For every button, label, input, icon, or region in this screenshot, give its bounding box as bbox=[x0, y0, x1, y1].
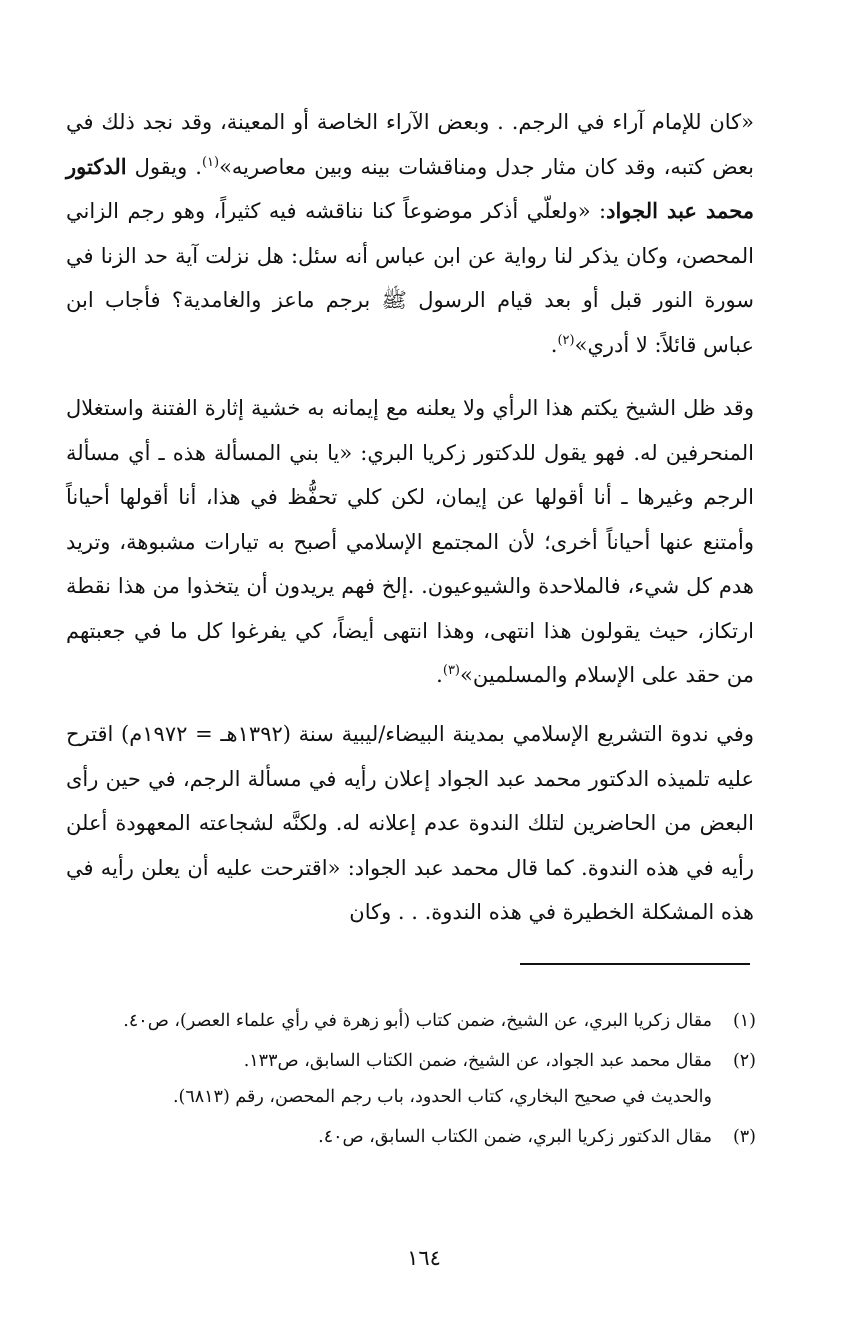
footnote-line: مقال زكريا البري، عن الشيخ، ضمن كتاب (أبو زهرة في رأي علماء العصر)، ص٤٠. bbox=[123, 1011, 712, 1031]
paragraph-2-text: وقد ظل الشيخ يكتم هذا الرأي ولا يعلنه مع إيمانه به خشية إثارة الفتنة واستغلال المنحرفين له. فهو يقول للدكتور زكريا البري: «يا بني المسألة هذه ـ أي مسألة الرجم وغيرها ـ أنا أقولها عن إيمان، لكن كلي تحفُّظ في هذا، أنا أقولها أحياناً وأمتنع عنها أحياناً أخرى؛ لأن المجتمع الإسلامي أصبح به تيارات مشبوهة، وتريد هدم كل شيء، فالملاحدة والشيوعيون. .إلخ فهم يريدون أن يتخذوا من هذا نقطة ارتكاز، حيث يقولون هذا انتهى، وهذا انتهى أيضاً، كي يفرغوا كل ما في جعبتهم من حقد على الإسلام والمسلمين» bbox=[66, 396, 754, 687]
footnotes bbox=[66, 1003, 756, 1159]
footnote-number: (٢) bbox=[732, 1051, 756, 1071]
footnote-line: والحديث في صحيح البخاري، كتاب الحدود، باب رجم المحصن، رقم (٦٨١٣). bbox=[172, 1087, 712, 1107]
footnote-text bbox=[66, 1119, 712, 1155]
paragraph-1-end: . bbox=[550, 332, 558, 357]
paragraph-1 bbox=[66, 100, 754, 367]
footnote-3 bbox=[66, 1119, 756, 1155]
footnote-line: مقال الدكتور زكريا البري، ضمن الكتاب السابق، ص٤٠. bbox=[318, 1127, 712, 1147]
footnote-ref-2: (٢) bbox=[557, 332, 575, 348]
footnote-1 bbox=[66, 1003, 756, 1039]
footnote-number: (٣) bbox=[732, 1127, 756, 1147]
paragraph-1-text: «كان للإمام آراء في الرجم. . وبعض الآراء الخاصة أو المعينة، وقد نجد ذلك في بعض كتبه، وقد كان مثار جدل ومناقشات بينه وبين معاصريه» bbox=[66, 110, 754, 179]
footnote-text bbox=[66, 1003, 712, 1039]
footnote-text bbox=[66, 1043, 712, 1115]
paragraph-3 bbox=[66, 712, 754, 935]
footnote-number: (١) bbox=[732, 1011, 756, 1031]
paragraph-1-quote: : «ولعلّي أذكر موضوعاً كنا نناقشه فيه كثيراً، وهو رجم الزاني المحصن، وكان يذكر لنا رواية عن ابن عباس أنه سئل: هل نزلت آية حد الزنا في سورة النور قبل أو بعد قيام الرسول ﷺ برجم ماعز والغامدية؟ فأجاب ابن عباس قائلاً: لا أدري» bbox=[66, 199, 754, 357]
page-number: ١٦٤ bbox=[407, 1246, 441, 1270]
paragraph-1-text-cont: . ويقول bbox=[126, 154, 202, 179]
paragraph-2-end: . bbox=[436, 663, 443, 687]
footnote-2 bbox=[66, 1043, 756, 1115]
footnote-ref-1: (١) bbox=[201, 154, 220, 170]
paragraph-2 bbox=[66, 386, 754, 698]
paragraph-3-text: وفي ندوة التشريع الإسلامي بمدينة البيضاء/ليبية سنة (١٣٩٢هـ = ١٩٧٢م) اقترح عليه تلميذه الدكتور محمد عبد الجواد إعلان رأيه في مسألة الرجم، في حين رأى البعض من الحاضرين لتلك الندوة عدم إعلانه له. ولكنَّه لشجاعته المعهودة أعلن رأيه في هذه الندوة. كما قال محمد عبد الجواد: «اقترحت عليه أن يعلن رأيه في هذه المشكلة الخطيرة في هذه الندوة. . . وكان bbox=[66, 722, 754, 924]
footnote-divider bbox=[520, 963, 750, 965]
footnote-ref-3: (٣) bbox=[442, 663, 460, 678]
author-name-bold: الدكتور محمد عبد الجواد bbox=[66, 153, 754, 223]
footnote-line: مقال محمد عبد الجواد، عن الشيخ، ضمن الكتاب السابق، ص١٣٣. bbox=[243, 1051, 712, 1071]
